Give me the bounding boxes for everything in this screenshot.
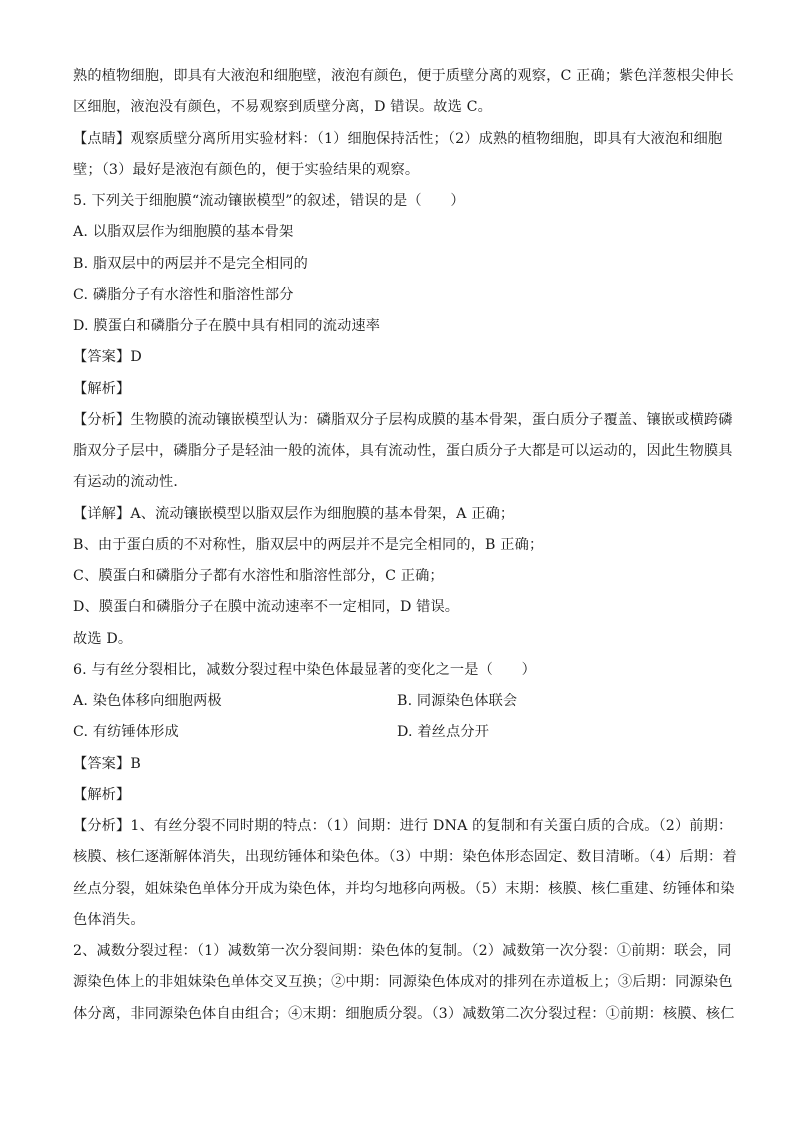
text-line: B、由于蛋白质的不对称性，脂双层中的两层并不是完全相同的，B 正确； [73, 537, 544, 553]
q6-option-c: C. 有纺锤体形成 [73, 724, 179, 740]
text-line: 有运动的流动性． [73, 474, 188, 490]
text-line: 熟的植物细胞，即具有大液泡和细胞壁，液泡有颜色，便于质壁分离的观察，C 正确；紫色洋葱根尖伸长 [73, 68, 734, 84]
text-line: 色体消失。 [73, 912, 145, 928]
text-line: 壁；（3）最好是液泡有颜色的，便于实验结果的观察。 [73, 162, 420, 178]
q6-options-row-2 [73, 722, 490, 742]
text-line: 【详解】A、流动镶嵌模型以脂双层作为细胞膜的基本骨架，A 正确； [73, 506, 515, 522]
q6-analysis-heading: 【解析】 [73, 787, 131, 803]
text-line: C、膜蛋白和磷脂分子都有水溶性和脂溶性部分，C 正确； [73, 568, 444, 584]
q5-option-b: B. 脂双层中的两层并不是完全相同的 [73, 256, 308, 272]
q6-answer: 【答案】B [73, 756, 141, 772]
q6-option-a: A. 染色体移向细胞两极 [73, 693, 222, 709]
note-line: 【点睛】观察质壁分离所用实验材料：（1）细胞保持活性；（2）成熟的植物细胞，即具有大液泡和细胞 [73, 131, 723, 147]
q6-option-b: B. 同源染色体联会 [397, 693, 518, 709]
question-6-stem: 6. 与有丝分裂相比，减数分裂过程中染色体最显著的变化之一是（ ） [73, 662, 536, 678]
q6-options-row-1 [73, 691, 518, 711]
q5-option-a: A. 以脂双层作为细胞膜的基本骨架 [73, 224, 294, 240]
text-line: 体分离，非同源染色体自由组合；④末期：细胞质分裂。（3）减数第二次分裂过程：①前期：核膜、核仁 [73, 1006, 735, 1022]
text-line: 丝点分裂，姐妹染色单体分开成为染色体，并均匀地移向两极。（5）末期：核膜、核仁重建、纺锤体和染 [73, 881, 735, 897]
text-line: 脂双分子层中，磷脂分子是轻油一般的流体，具有流动性，蛋白质分子大都是可以运动的，因此生物膜具 [73, 443, 733, 459]
q5-analysis-heading: 【解析】 [73, 381, 131, 397]
q5-option-c: C. 磷脂分子有水溶性和脂溶性部分 [73, 287, 294, 303]
text-line: 故选 D。 [73, 631, 133, 647]
q5-option-d: D. 膜蛋白和磷脂分子在膜中具有相同的流动速率 [73, 318, 381, 334]
text-line: 源染色体上的非姐妹染色单体交叉互换；②中期：同源染色体成对的排列在赤道板上；③后期：同源染色 [73, 974, 733, 990]
text-line: 【分析】生物膜的流动镶嵌模型认为：磷脂双分子层构成膜的基本骨架，蛋白质分子覆盖、镶嵌或横跨磷 [73, 412, 733, 428]
text-line: 核膜、核仁逐渐解体消失，出现纺锤体和染色体。（3）中期：染色体形态固定、数目清晰。（4）后期：着 [73, 849, 737, 865]
text-line: D、膜蛋白和磷脂分子在膜中流动速率不一定相同，D 错误。 [73, 599, 460, 615]
text-line: 区细胞，液泡没有颜色，不易观察到质壁分离，D 错误。故选 C。 [73, 99, 492, 115]
question-5-stem: 5. 下列关于细胞膜“流动镶嵌模型”的叙述，错误的是（ ） [73, 193, 465, 209]
q5-answer: 【答案】D [73, 349, 142, 365]
text-line: 【分析】1、有丝分裂不同时期的特点：（1）间期：进行 DNA 的复制和有关蛋白质的合成。（2）前期： [73, 818, 733, 834]
text-line: 2、减数分裂过程：（1）减数第一次分裂间期：染色体的复制。（2）减数第一次分裂：①前期：联会，同 [73, 943, 732, 959]
q6-option-d: D. 着丝点分开 [397, 724, 490, 740]
